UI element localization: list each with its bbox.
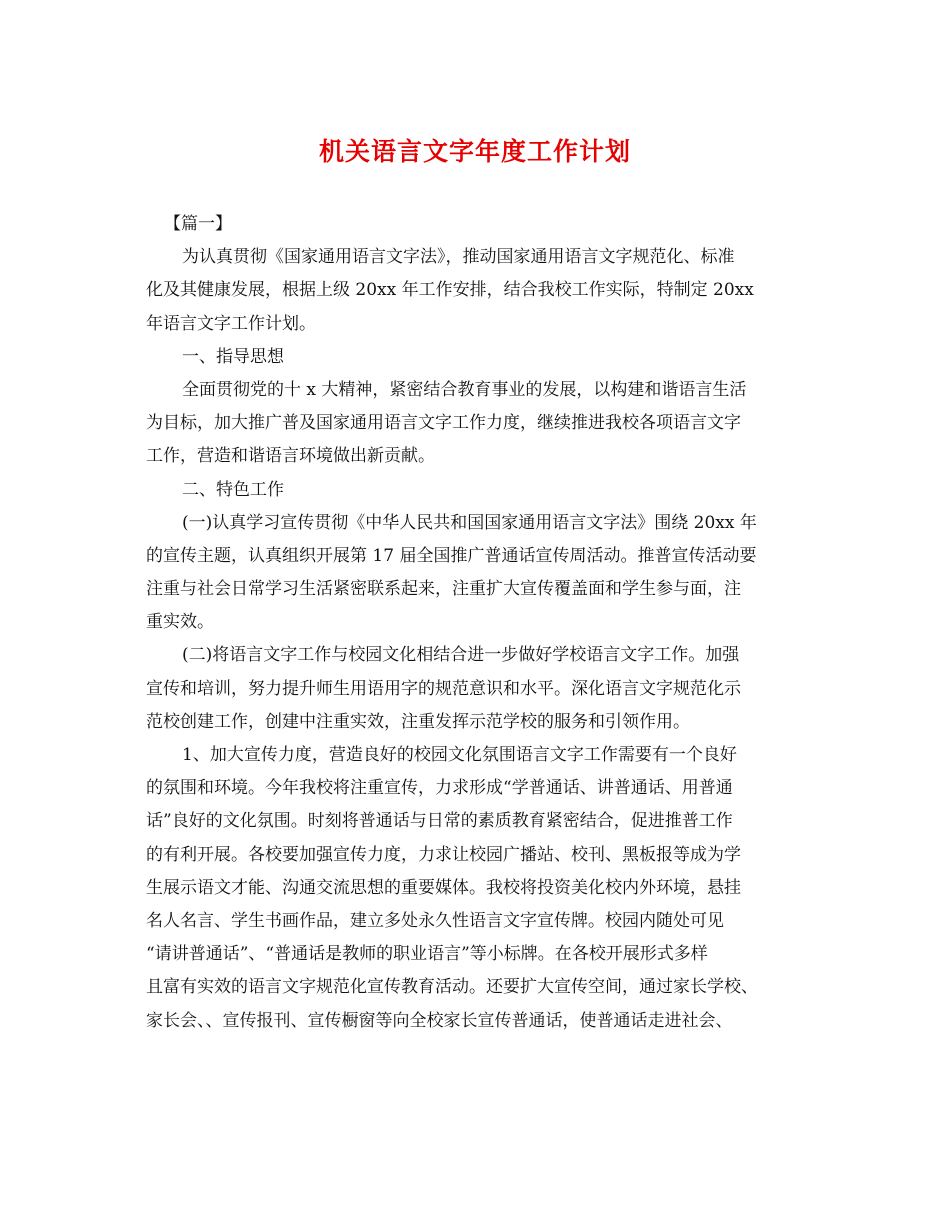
paragraph-line: 年语言文字工作计划。 — [146, 313, 316, 334]
paragraph-line: 话”良好的文化氛围。时刻将普通话与日常的素质教育紧密结合，促进推普工作 — [146, 811, 733, 832]
paragraph-line: “请讲普通话”、“普通话是教师的职业语言”等小标牌。在各校开展形式多样 — [146, 944, 708, 965]
paragraph-line: 宣传和培训，努力提升师生用语用字的规范意识和水平。深化语言文字规范化示 — [146, 678, 741, 699]
paragraph-line: 为认真贯彻《国家通用语言文字法》，推动国家通用语言文字规范化、标准 — [182, 247, 735, 268]
paragraph-line: 范校创建工作，创建中注重实效，注重发挥示范学校的服务和引领作用。 — [146, 711, 690, 732]
paragraph-line: 的氛围和环境。今年我校将注重宣传，力求形成“学普通话、讲普通话、用普通 — [146, 778, 733, 799]
paragraph-line: 的有利开展。各校要加强宣传力度，力求让校园广播站、校刊、黑板报等成为学 — [146, 844, 741, 865]
paragraph-line: 为目标，加大推广普及国家通用语言文字工作力度，继续推进我校各项语言文字 — [146, 413, 741, 434]
paragraph-line: 重实效。 — [146, 612, 214, 633]
paragraph-line: 1、加大宣传力度，营造良好的校园文化氛围语言文字工作需要有一个良好 — [182, 745, 737, 765]
paragraph-line: (二)将语言文字工作与校园文化相结合进一步做好学校语言文字工作。加强 — [182, 645, 740, 666]
document-body — [146, 208, 814, 1038]
paragraph-line: 的宣传主题，认真组织开展第 17 届全国推广普通话宣传周活动。推普宣传活动要 — [146, 545, 757, 566]
paragraph-line: 一、指导思想 — [182, 346, 284, 367]
paragraph-line: 二、特色工作 — [182, 479, 284, 500]
section-label: 【篇一】 — [164, 214, 232, 234]
paragraph-line: 工作，营造和谐语言环境做出新贡献。 — [146, 446, 435, 467]
paragraph-line: (一)认真学习宣传贯彻《中华人民共和国国家通用语言文字法》围绕 20xx 年 — [182, 512, 757, 533]
document-title: 机关语言文字年度工作计划 — [318, 137, 631, 166]
paragraph-line: 化及其健康发展，根据上级 20xx 年工作安排，结合我校工作实际，特制定 20xx — [146, 280, 754, 301]
paragraph-line: 且富有实效的语言文字规范化宣传教育活动。还要扩大宣传空间，通过家长学校、 — [146, 977, 758, 998]
paragraph-line: 注重与社会日常学习生活紧密联系起来，注重扩大宣传覆盖面和学生参与面，注 — [146, 579, 741, 600]
paragraph-line: 生展示语文才能、沟通交流思想的重要媒体。我校将投资美化校内外环境，悬挂 — [146, 877, 741, 898]
paragraph-line: 全面贯彻党的十 x 大精神，紧密结合教育事业的发展，以构建和谐语言生活 — [182, 379, 747, 400]
paragraph-line: 家长会、、宣传报刊、宣传橱窗等向全校家长宣传普通话，使普通话走进社会、 — [146, 1010, 733, 1031]
paragraph-line: 名人名言、学生书画作品，建立多处永久性语言文字宣传牌。校园内随处可见 — [146, 910, 724, 931]
